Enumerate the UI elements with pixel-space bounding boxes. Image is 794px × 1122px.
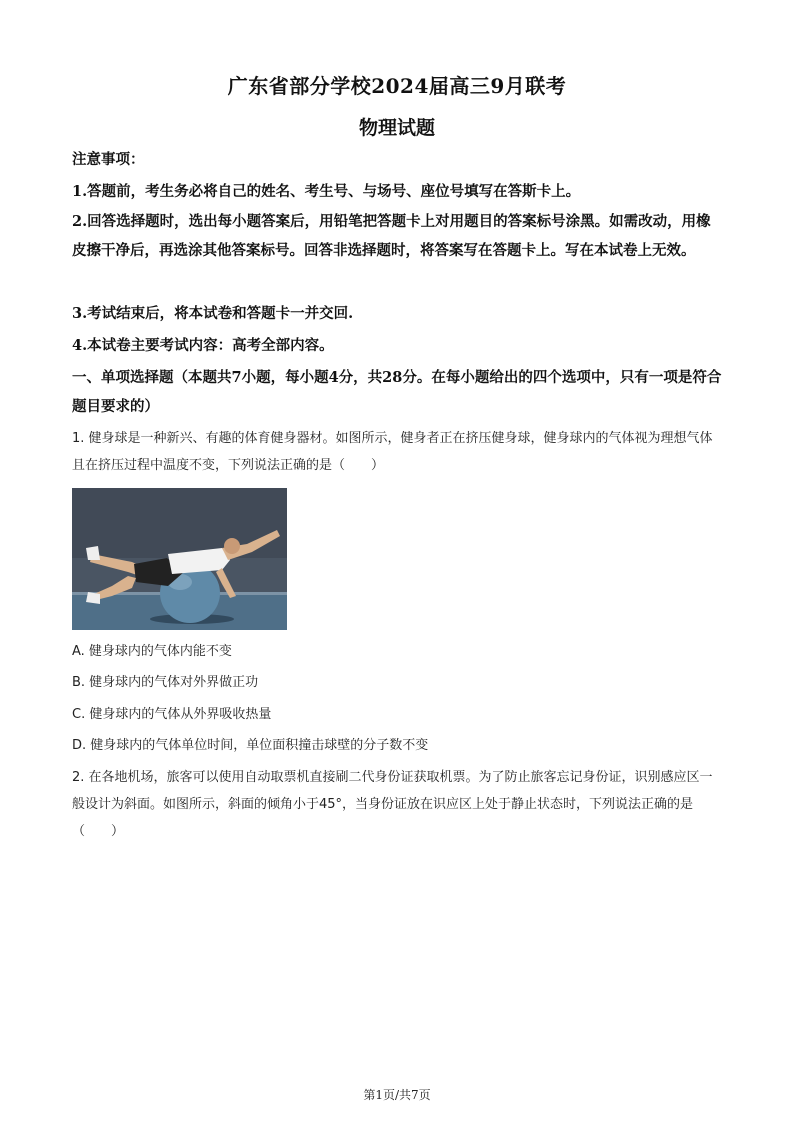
notice-item-1: 1.答题前，考生务必将自己的姓名、考生号、与场号、座位号填写在答斯卡上。 — [72, 183, 581, 200]
fitness-ball-photo — [72, 488, 287, 630]
question-1-option-d: D. 健身球内的气体单位时间，单位面积撞击球壁的分子数不变 — [72, 738, 429, 753]
page-footer: 第1页/共7页 — [363, 1088, 431, 1102]
section-heading: 一、单项选择题（本题共7小题，每小题4分，共28分。在每小题给出的四个选项中，只有一项是符合题目要求的） — [72, 369, 722, 415]
notice-heading: 注意事项： — [72, 151, 145, 168]
question-2-stem: 2. 在各地机场，旅客可以使用自动取票机直接刷二代身份证获取机票。为了防止旅客忘记身份证，识别感应区一般设计为斜面。如图所示，斜面的倾角小于45°，当身份证放在识应区上处于静止状态时，下列说法正确的是（ ） — [72, 770, 713, 839]
question-1-option-b: B. 健身球内的气体对外界做正功 — [72, 675, 259, 690]
notice-item-3: 3.考试结束后，将本试卷和答题卡一并交回. — [72, 305, 354, 322]
notice-item-4: 4.本试卷主要考试内容：高考全部内容。 — [72, 337, 334, 354]
notice-item-2: 2.回答选择题时，选出每小题答案后，用铅笔把答题卡上对用题目的答案标号涂黑。如需改动，用橡皮擦干净后，再选涂其他答案标号。回答非选择题时，将答案写在答题卡上。写在本试卷上无效。 — [72, 213, 711, 259]
question-1-stem: 1. 健身球是一种新兴、有趣的体育健身器材。如图所示，健身者正在挤压健身球，健身球内的气体视为理想气体且在挤压过程中温度不变，下列说法正确的是（ ） — [72, 431, 713, 473]
question-1-option-c: C. 健身球内的气体从外界吸收热量 — [72, 707, 272, 722]
exam-title: 广东省部分学校2024届高三9月联考 — [227, 74, 567, 98]
exam-subtitle: 物理试题 — [358, 117, 435, 139]
fitness-ball-illustration — [72, 488, 287, 630]
question-1-option-a: A. 健身球内的气体内能不变 — [72, 644, 232, 659]
